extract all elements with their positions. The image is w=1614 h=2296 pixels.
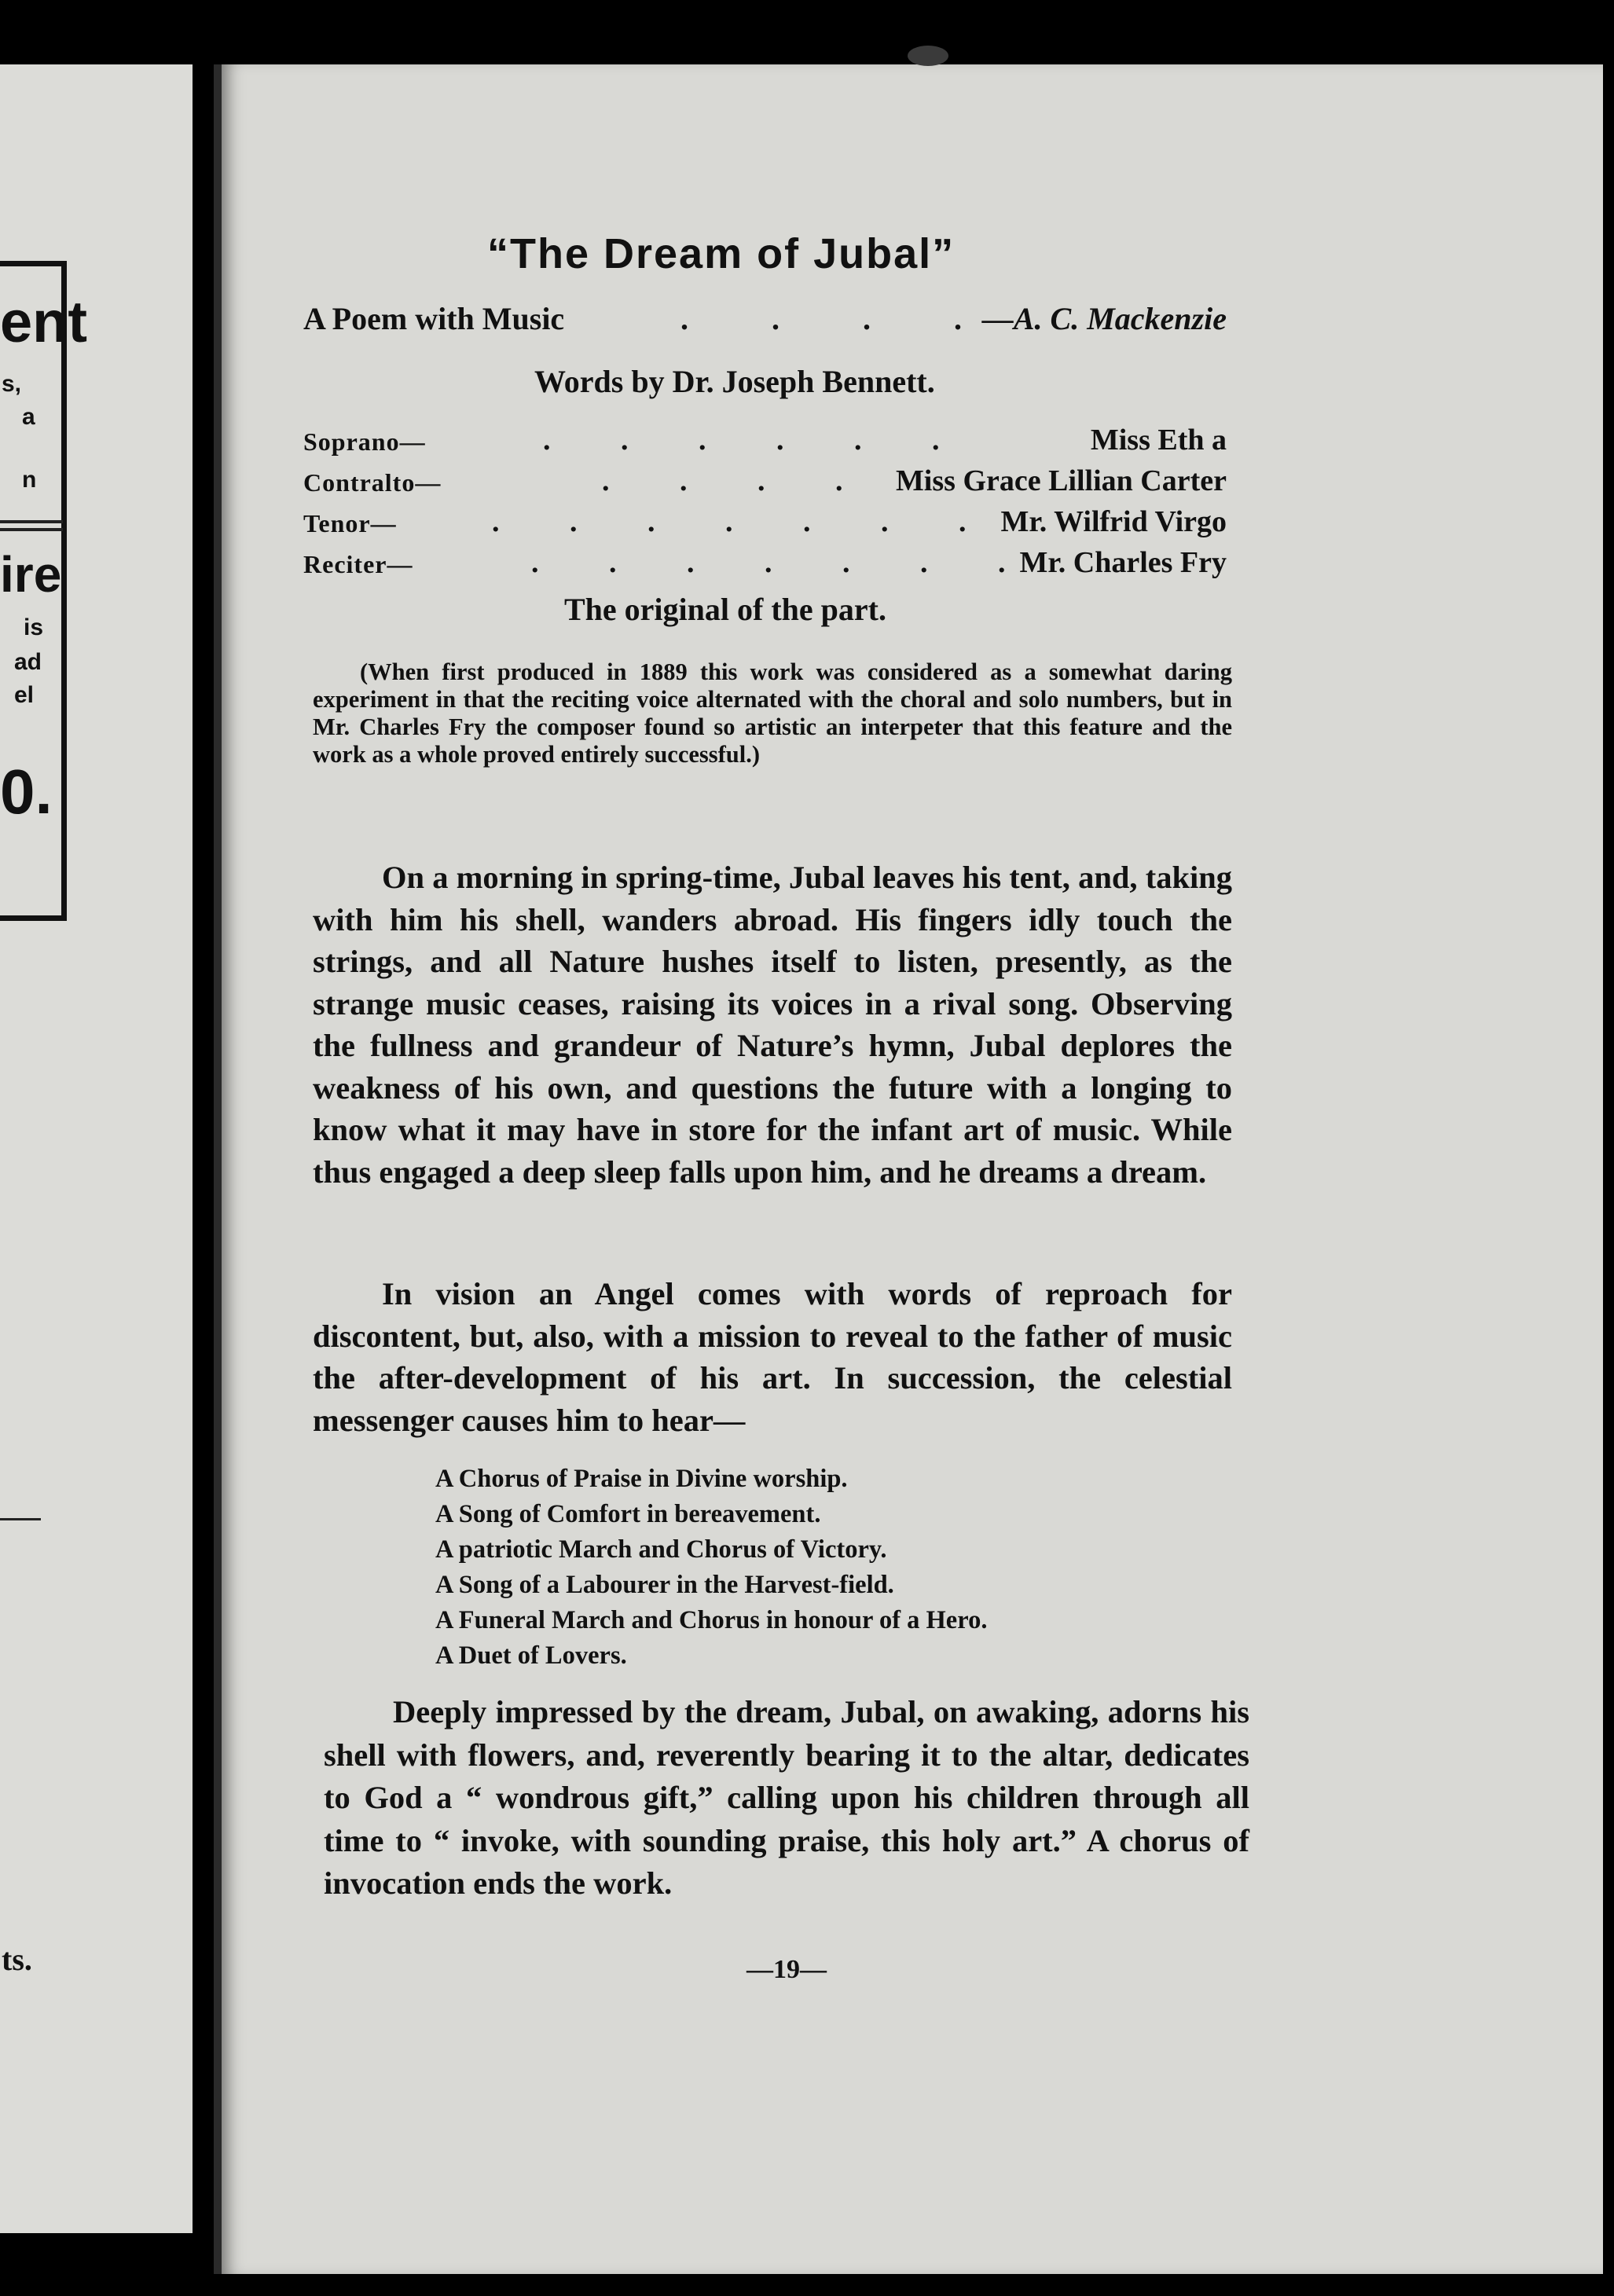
leader-dots: . . . . <box>680 301 1000 336</box>
left-fragment-text: n <box>22 467 37 493</box>
left-fragment-text: ad <box>14 649 42 675</box>
synopsis-paragraph: In vision an Angel comes with words of reproach for discontent, but, also, with a mission to reveal to the father of music the after-development of his art. In succession, the celestial messenger causes him to hear— <box>313 1276 1232 1438</box>
leader-dots: . . . . . . <box>543 424 971 457</box>
left-fragment-text: 0. <box>0 757 53 827</box>
cast-role: Tenor— <box>303 509 397 537</box>
cast-role: Contralto— <box>303 468 442 497</box>
original-part-line: The original of the part. <box>564 592 886 627</box>
cast-row <box>303 423 1227 464</box>
left-fragment-text: is <box>24 614 44 640</box>
cast-singer: Mr. Wilfrid Virgo <box>1000 505 1227 538</box>
cast-row <box>303 545 1227 586</box>
leader-dots: . . . . . . . <box>492 505 998 538</box>
cast-singer: Mr. Charles Fry <box>1019 546 1227 579</box>
synopsis-paragraph: Deeply impressed by the dream, Jubal, on awaking, adorns his shell with flowers, and, reverently bearing it to the altar, dedicates to God a “ wondrous gift,” calling upon his children through all time to “ invoke, with sounding praise, this holy art.” A chorus of invocation ends the work. <box>324 1694 1249 1901</box>
librettist-line: Words by Dr. Joseph Bennett. <box>534 364 935 399</box>
left-fragment-text: ent <box>0 289 87 354</box>
list-item: A Chorus of Praise in Divine worship. <box>435 1465 848 1493</box>
document-title: “The Dream of Jubal” <box>487 230 956 277</box>
left-fragment-text: s, <box>2 371 22 397</box>
left-fragment-text: el <box>14 682 35 708</box>
left-fragment-text: a <box>22 404 35 430</box>
cast-list <box>303 423 1227 586</box>
left-rule <box>0 528 63 531</box>
list-item: A Song of Comfort in bereavement. <box>435 1500 821 1528</box>
cast-row <box>303 464 1227 504</box>
leader-dots: . . . . . . . <box>531 546 1037 579</box>
left-page-fragment <box>0 64 193 2233</box>
historical-note: (When first produced in 1889 this work was considered as a somewhat daring experiment in that the reciting voice alternated with the choral and solo numbers, but in Mr. Charles Fry the composer found so artistic an interpeter that this feature and the work as a whole proved entirely successful.) <box>313 658 1232 768</box>
subtitle: A Poem with Music <box>303 301 565 336</box>
cast-role: Soprano— <box>303 427 426 456</box>
cast-row <box>303 504 1227 545</box>
synopsis-paragraph: On a morning in spring-time, Jubal leaves his tent, and, taking with him his shell, wanders abroad. His fingers idly touch the strings, and all Nature hushes itself to listen, presently, as the strange music ceases, raising its voices in a rival song. Observing the fullness and grandeur of Nature’s hymn, Jubal deplores the weakness of his own, and questions the future with a longing to know what it may have in store for the infant art of music. While thus engaged a deep sleep falls upon him, and he dreams a dream. <box>313 860 1232 1190</box>
subtitle-row <box>303 300 1227 337</box>
left-fragment-text: ts. <box>2 1942 32 1977</box>
cast-role: Reciter— <box>303 550 413 578</box>
page-number: —19— <box>746 1955 827 1984</box>
composer: —A. C. Mackenzie <box>981 301 1227 336</box>
left-rule <box>0 520 63 523</box>
leader-dots: . . . . <box>602 464 875 497</box>
left-fragment-text: ire <box>0 546 62 603</box>
page-gutter-edge <box>214 64 222 2274</box>
list-item: A Funeral March and Chorus in honour of a Hero. <box>435 1606 988 1634</box>
list-item: A Duet of Lovers. <box>435 1641 627 1670</box>
vision-list <box>435 1462 987 1674</box>
list-item: A patriotic March and Chorus of Victory. <box>435 1535 887 1564</box>
page-smudge <box>908 46 948 66</box>
cast-singer: Miss Eth a <box>1090 424 1227 457</box>
cast-singer: Miss Grace Lillian Carter <box>895 464 1227 497</box>
list-item: A Song of a Labourer in the Harvest-field. <box>435 1571 894 1599</box>
left-rule <box>0 1518 41 1520</box>
